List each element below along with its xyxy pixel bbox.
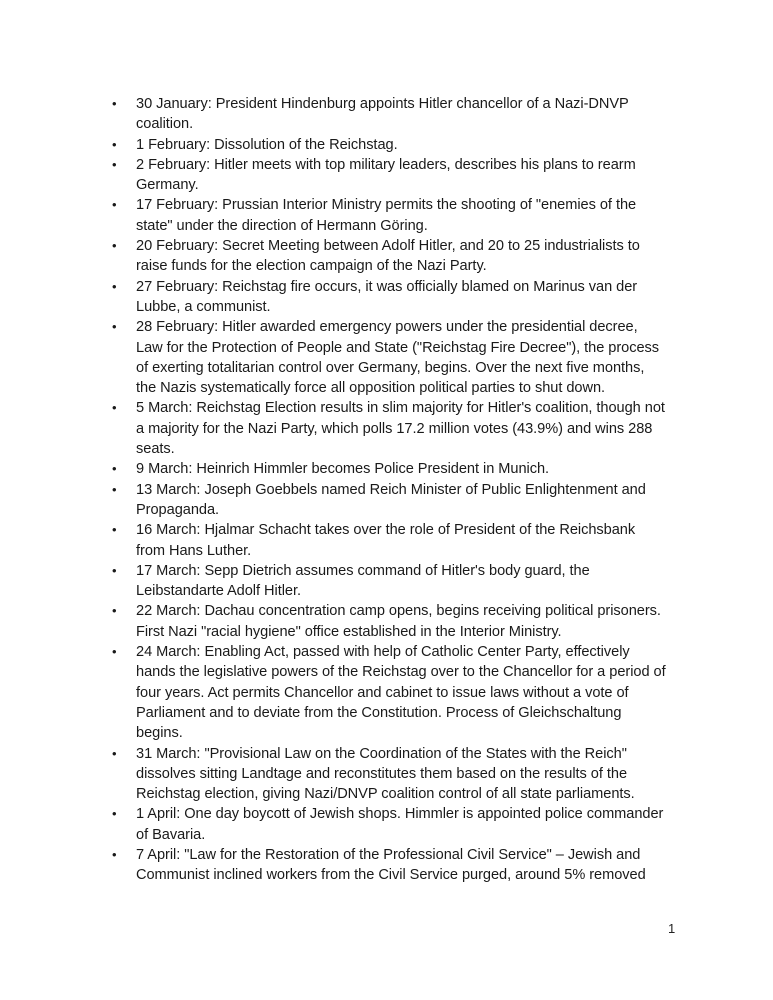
event-text: 1 April: One day boycott of Jewish shops. Himmler is appointed police commander of Bavaria. — [136, 806, 664, 843]
list-item — [112, 642, 667, 743]
list-item — [112, 480, 667, 521]
event-text: 2 February: Hitler meets with top military leaders, describes his plans to rearm Germany. — [136, 156, 636, 194]
event-text: 22 March: Dachau concentration camp opens, begins receiving political prisoners. First Nazi "racial hygiene" office established in the Interior Ministry. — [136, 603, 661, 640]
event-text: 7 April: "Law for the Restoration of the Professional Civil Service" – Jewish and Communist inclined workers from the Civil Service purged, around 5% removed — [136, 846, 646, 884]
event-text: 17 March: Sepp Dietrich assumes command of Hitler's body guard, the Leibstandarte Adolf Hitler. — [136, 562, 590, 600]
bullet-icon: • — [112, 481, 117, 497]
event-text: 5 March: Reichstag Election results in slim majority for Hitler's coalition, though not a majority for the Nazi Party, which polls 17.2 million votes (43.9%) and wins 288 seats. — [136, 400, 665, 458]
bullet-icon: • — [112, 400, 117, 416]
event-text: 9 March: Heinrich Himmler becomes Police President in Munich. — [136, 461, 550, 478]
bullet-icon: • — [112, 96, 117, 111]
event-text: 1 February: Dissolution of the Reichstag. — [136, 136, 398, 153]
list-item — [112, 520, 667, 561]
bullet-icon: • — [112, 156, 117, 172]
bullet-icon: • — [112, 603, 117, 619]
bullet-icon: • — [112, 461, 117, 477]
list-item — [112, 561, 667, 602]
event-text: 16 March: Hjalmar Schacht takes over the role of President of the Reichsbank from Hans Luther. — [136, 522, 636, 559]
event-text: 17 February: Prussian Interior Ministry permits the shooting of "enemies of the state" under the direction of Hermann Göring. — [136, 197, 637, 234]
list-item — [112, 845, 667, 886]
event-text: 20 February: Secret Meeting between Adolf Hitler, and 20 to 25 industrialists to raise funds for the election campaign of the Nazi Party. — [136, 238, 640, 275]
event-timeline-list — [112, 94, 667, 886]
list-item — [112, 135, 667, 155]
list-item — [112, 155, 667, 196]
event-text: 31 March: "Provisional Law on the Coordination of the States with the Reich" dissolves sitting Landtage and reconstitutes them based on the results of the Reichstag election, giving Nazi/DNVP coalition control of all state parliaments. — [136, 745, 635, 803]
event-text: 28 February: Hitler awarded emergency powers under the presidential decree, Law for the Protection of People and State ("Reichstag Fire Decree"), the process of exerting totalitarian control over Germany, begins. Over the next five months, the Nazis systematically force all opposition political parties to shut down. — [136, 319, 660, 397]
list-item — [112, 317, 667, 398]
event-text: 24 March: Enabling Act, passed with help of Catholic Center Party, effectively hands the legislative powers of the Reichstag over to the Chancellor for a period of four years. Act permits Chancellor and cabinet to issue laws without a vote of Parliament and to deviate from the Constitution. Process of Gleichschaltung begins. — [136, 644, 666, 742]
bullet-icon: • — [112, 319, 117, 335]
bullet-icon: • — [112, 136, 117, 152]
page-number: 1 — [668, 921, 676, 936]
list-item — [112, 398, 667, 459]
bullet-icon: • — [112, 745, 117, 761]
list-item — [112, 744, 667, 805]
bullet-icon: • — [112, 238, 117, 254]
event-text: 13 March: Joseph Goebbels named Reich Minister of Public Enlightenment and Propaganda. — [136, 481, 646, 518]
list-item — [112, 94, 667, 135]
event-text: 27 February: Reichstag fire occurs, it was officially blamed on Marinus van der Lubbe, a communist. — [136, 278, 638, 315]
bullet-icon: • — [112, 278, 117, 294]
event-text: 30 January: President Hindenburg appoints Hitler chancellor of a Nazi-DNVP coalition. — [136, 96, 629, 133]
bullet-icon: • — [112, 644, 117, 660]
list-item — [112, 277, 667, 318]
list-item — [112, 804, 667, 845]
bullet-icon: • — [112, 197, 117, 213]
list-item — [112, 601, 667, 642]
bullet-icon: • — [112, 522, 117, 538]
list-item — [112, 195, 667, 236]
list-item — [112, 459, 667, 479]
bullet-icon: • — [112, 846, 117, 862]
list-item — [112, 236, 667, 277]
bullet-icon: • — [112, 562, 117, 578]
bullet-icon: • — [112, 806, 117, 822]
